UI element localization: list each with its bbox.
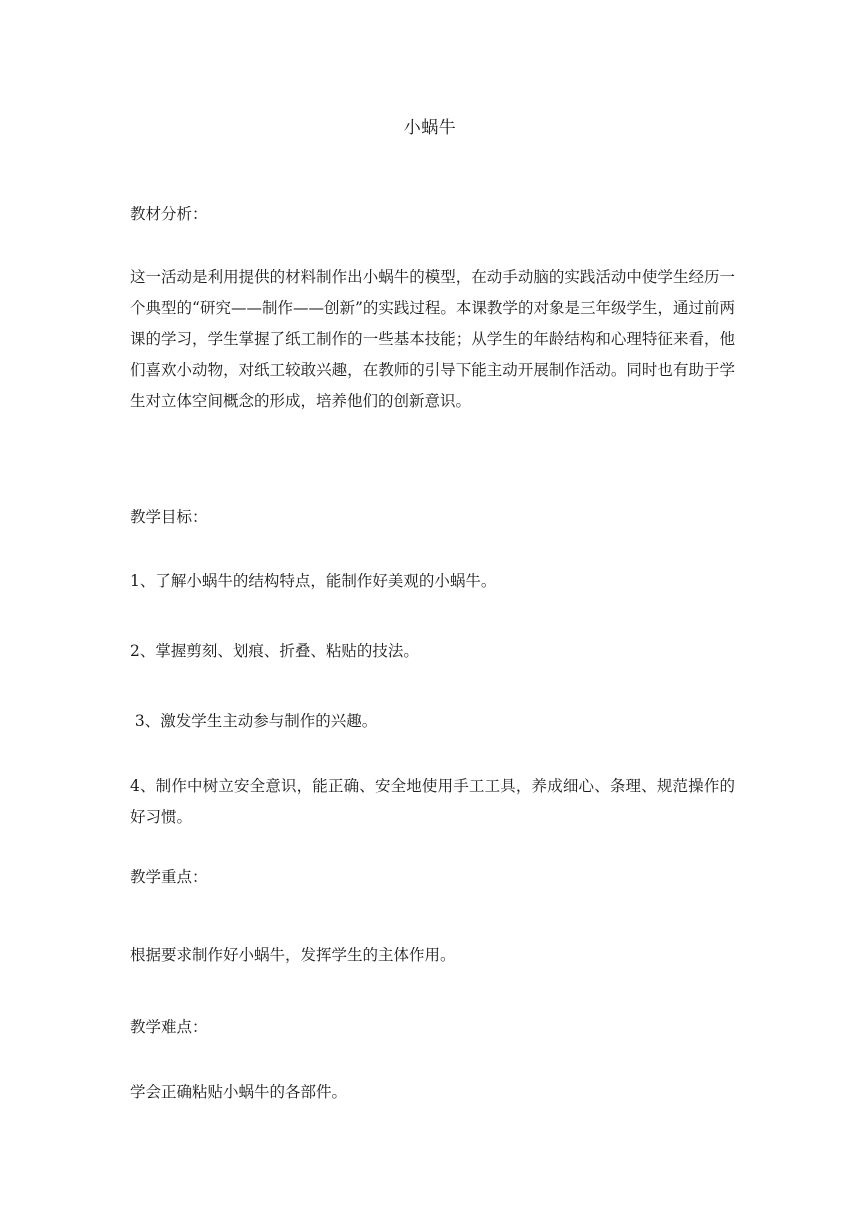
goal-item-4: 4、制作中树立安全意识，能正确、安全地使用手工工具，养成细心、条理、规范操作的好习惯。 [130,777,735,826]
goal-item-3: 3、激发学生主动参与制作的兴趣。 [130,712,378,730]
document-title: 小蜗牛 [403,118,457,138]
difficulty-text: 学会正确粘贴小蜗牛的各部件。 [130,1083,348,1101]
goals-heading: 教学目标： [130,508,208,526]
analysis-paragraph: 这一活动是利用提供的材料制作出小蜗牛的模型，在动手动脑的实践活动中使学生经历一个典型的“研究——制作——创新”的实践过程。本课教学的对象是三年级学生，通过前两课的学习，学生掌握了纸工制作的一些基本技能；从学生的年龄结构和心理特征来看，他们喜欢小动物，对纸工较敢兴趣，在教师的引导下能主动开展制作活动。同时也有助于学生对立体空间概念的形成，培养他们的创新意识。 [130,268,735,410]
analysis-heading: 教材分析： [130,205,208,223]
goal-item-2: 2、掌握剪刻、划痕、折叠、粘贴的技法。 [130,642,419,660]
key-points-text: 根据要求制作好小蜗牛，发挥学生的主体作用。 [130,946,456,964]
goal-item-1: 1、了解小蜗牛的结构特点，能制作好美观的小蜗牛。 [130,572,497,590]
difficulty-heading: 教学难点： [130,1018,208,1036]
key-points-heading: 教学重点： [130,868,208,886]
